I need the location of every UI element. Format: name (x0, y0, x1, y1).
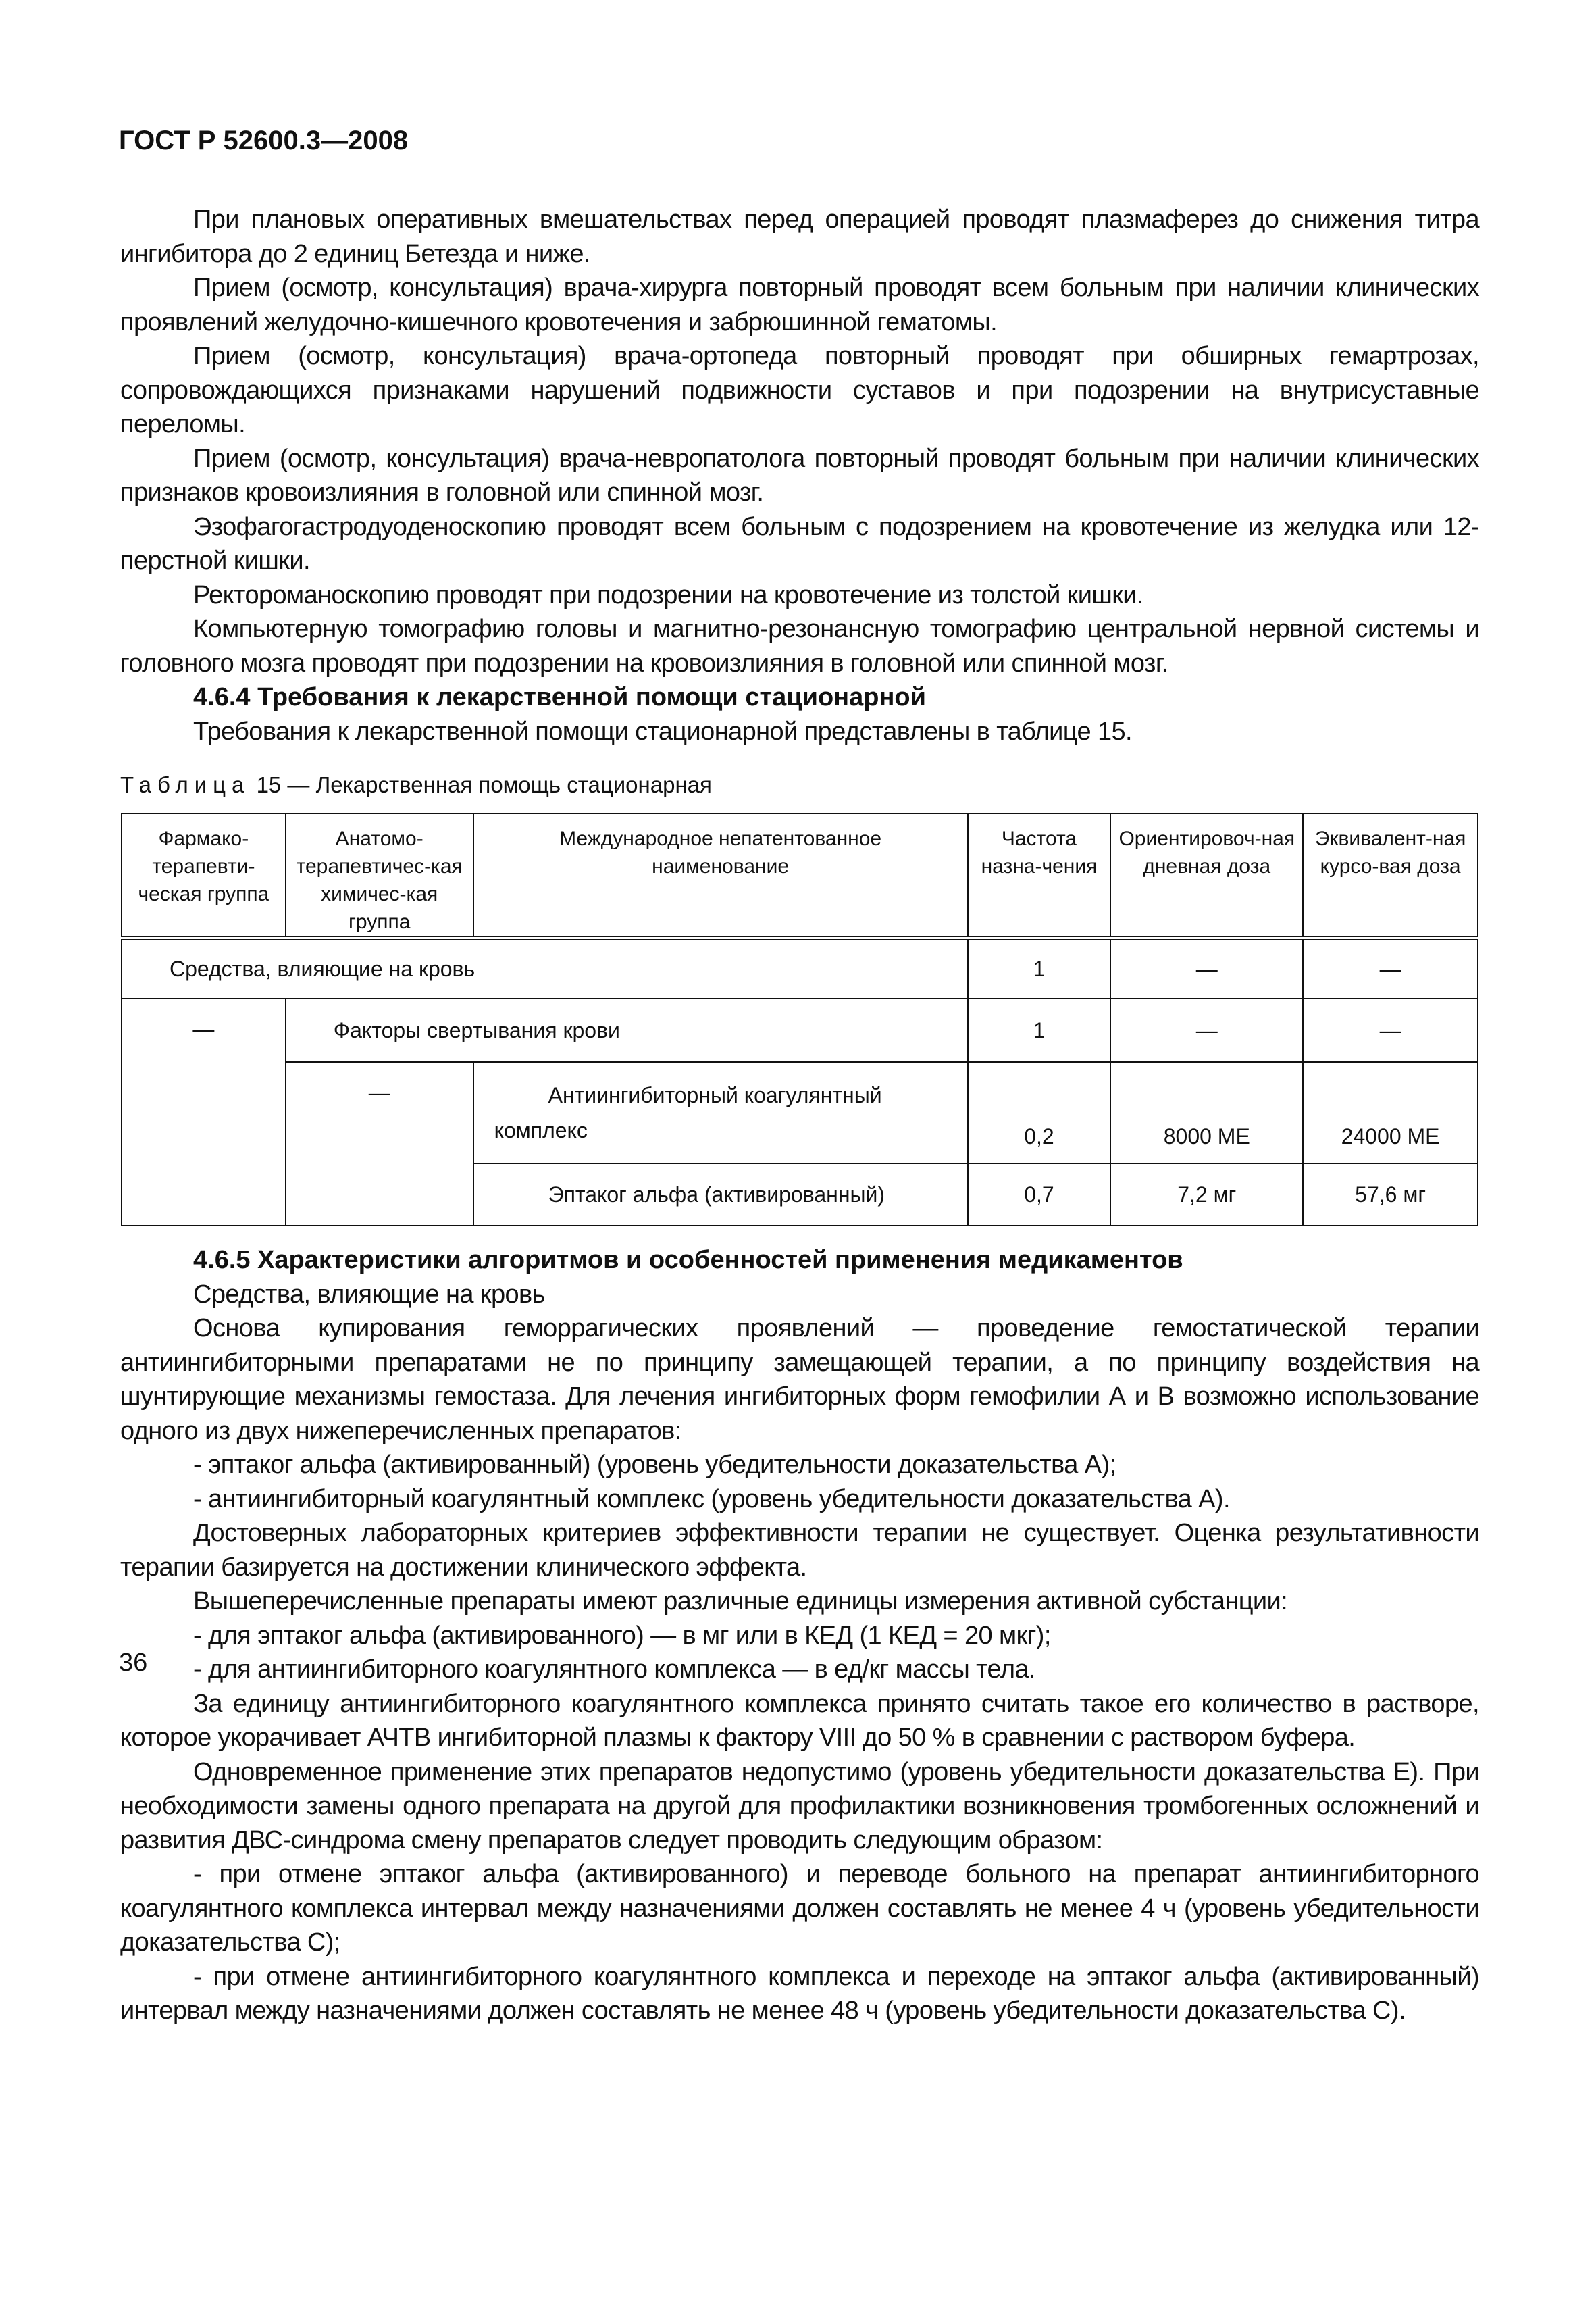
paragraph: Эзофагогастродуоденоскопию проводят всем больным с подозрением на кровотечение из желудка или 12-перстной кишки. (120, 512, 1479, 575)
cell-course-dose: — (1303, 938, 1478, 999)
cell-course-dose: — (1303, 999, 1478, 1062)
header-cell: Частота назна-чения (968, 813, 1111, 938)
cell-name: Эптаког альфа (активированный) (473, 1163, 968, 1226)
paragraph: Требования к лекарственной помощи стационарной представлены в таблице 15. (193, 717, 1133, 746)
paragraph: Прием (осмотр, консультация) врача-ортопеда повторный проводят при обширных гемартрозах, сопровождающихся признаками нарушений подвижности суставов и при подозрении на внутрисуставные переломы. (120, 342, 1479, 438)
cell-frequency: 1 (968, 999, 1111, 1062)
paragraph: Вышеперечисленные препараты имеют различные единицы измерения активной субстанции: (193, 1587, 1288, 1615)
header-cell: Эквивалент-ная курсо-вая доза (1303, 813, 1478, 938)
medication-table (121, 813, 1478, 1226)
paragraph: - при отмене антиингибиторного коагулянтного комплекса и переходе на эптаког альфа (активированный) интервал между назначениями должен составлять не менее 48 ч (уровень убедительности доказательства С). (120, 1962, 1479, 2025)
header-cell: Анатомо-терапевтичес-кая химичес-кая группа (286, 813, 473, 938)
cell-name: Средства, влияющие на кровь (122, 938, 968, 999)
paragraph: - для антиингибиторного коагулянтного комплекса — в ед/кг массы тела. (193, 1655, 1035, 1684)
cell-name: Факторы свертывания крови (286, 999, 968, 1062)
table-caption-word: Таблица (120, 772, 251, 797)
text-block-top (120, 203, 1479, 749)
cell-name: Антиингибиторный коагулянтный комплекс (473, 1062, 968, 1163)
table-caption (120, 772, 712, 798)
table-row (122, 1062, 1478, 1163)
cell-course-dose: 24000 МЕ (1303, 1062, 1478, 1163)
text-block-bottom (120, 1243, 1479, 2028)
header-cell: Фармако-терапевти-ческая группа (122, 813, 286, 938)
paragraph: Компьютерную томографию головы и магнитно-резонансную томографию центральной нервной системы и головного мозга проводят при подозрении на кровоизлияния в головной или спинной мозг. (120, 615, 1479, 678)
paragraph: Прием (осмотр, консультация) врача-хирурга повторный проводят всем больным при наличии клинических проявлений желудочно-кишечного кровотечения и забрюшинной гематомы. (120, 274, 1479, 336)
cell-frequency: 1 (968, 938, 1111, 999)
table-header-row (122, 813, 1478, 938)
table-row (122, 999, 1478, 1062)
paragraph: - при отмене эптаког альфа (активированного) и переводе больного на препарат антиингибиторного коагулянтного комплекса интервал между назначениями должен составлять не менее 4 ч (уровень убедительности доказательства С); (120, 1860, 1479, 1957)
paragraph: Средства, влияющие на кровь (193, 1280, 545, 1309)
paragraph: Основа купирования геморрагических проявлений — проведение гемостатической терапии антиингибиторными препаратами не по принципу замещающей терапии, а по принципу воздействия на шунтирующие механизмы гемостаза. Для лечения ингибиторных форм гемофилии А и В возможно использование одного из двух нижеперечисленных препаратов: (120, 1314, 1479, 1445)
paragraph: Прием (осмотр, консультация) врача-невропатолога повторный проводят больным при наличии клинических признаков кровоизлияния в головной или спинной мозг. (120, 444, 1479, 507)
paragraph: При плановых оперативных вмешательствах перед операцией проводят плазмаферез до снижения титра ингибитора до 2 единиц Бетезда и ниже. (120, 205, 1479, 268)
cell-daily-dose: — (1110, 938, 1303, 999)
table-row (122, 938, 1478, 999)
cell-frequency: 0,2 (968, 1062, 1111, 1163)
cell-daily-dose: 7,2 мг (1110, 1163, 1303, 1226)
section-heading: 4.6.4 Требования к лекарственной помощи стационарной (193, 683, 926, 711)
section-heading: 4.6.5 Характеристики алгоритмов и особенностей применения медикаментов (193, 1246, 1183, 1274)
cell-course-dose: 57,6 мг (1303, 1163, 1478, 1226)
header-cell: Международное непатентованное наименование (473, 813, 968, 938)
paragraph: - эптаког альфа (активированный) (уровень убедительности доказательства А); (193, 1451, 1116, 1479)
cell-daily-dose: 8000 МЕ (1110, 1062, 1303, 1163)
paragraph: Одновременное применение этих препаратов недопустимо (уровень убедительности доказательства Е). При необходимости замены одного препарата на другой для профилактики возникновения тромбогенных осложнений и развития ДВС-синдрома смену препаратов следует проводить следующим образом: (120, 1757, 1479, 1855)
paragraph: - антиингибиторный коагулянтный комплекс (уровень убедительности доказательства А). (193, 1484, 1230, 1513)
cell-frequency: 0,7 (968, 1163, 1111, 1226)
paragraph: За единицу антиингибиторного коагулянтного комплекса принято считать такое его количество в растворе, которое укорачивает АЧТВ ингибиторной плазмы к фактору VIII до 50 % в сравнении с раствором буфера. (120, 1689, 1479, 1752)
document-header: ГОСТ Р 52600.3—2008 (119, 126, 409, 155)
table-caption-title: 15 — Лекарственная помощь стационарная (256, 772, 712, 797)
cell-group: — (122, 999, 286, 1226)
paragraph: Ректороманоскопию проводят при подозрении на кровотечение из толстой кишки. (193, 580, 1143, 609)
page-number: 36 (119, 1649, 148, 1677)
paragraph: - для эптаког альфа (активированного) — в мг или в КЕД (1 КЕД = 20 мкг); (193, 1621, 1051, 1650)
cell-subgroup: — (286, 1062, 473, 1226)
cell-daily-dose: — (1110, 999, 1303, 1062)
header-cell: Ориентировоч-ная дневная доза (1110, 813, 1303, 938)
paragraph: Достоверных лабораторных критериев эффективности терапии не существует. Оценка результативности терапии базируется на достижении клинического эффекта. (120, 1519, 1479, 1582)
